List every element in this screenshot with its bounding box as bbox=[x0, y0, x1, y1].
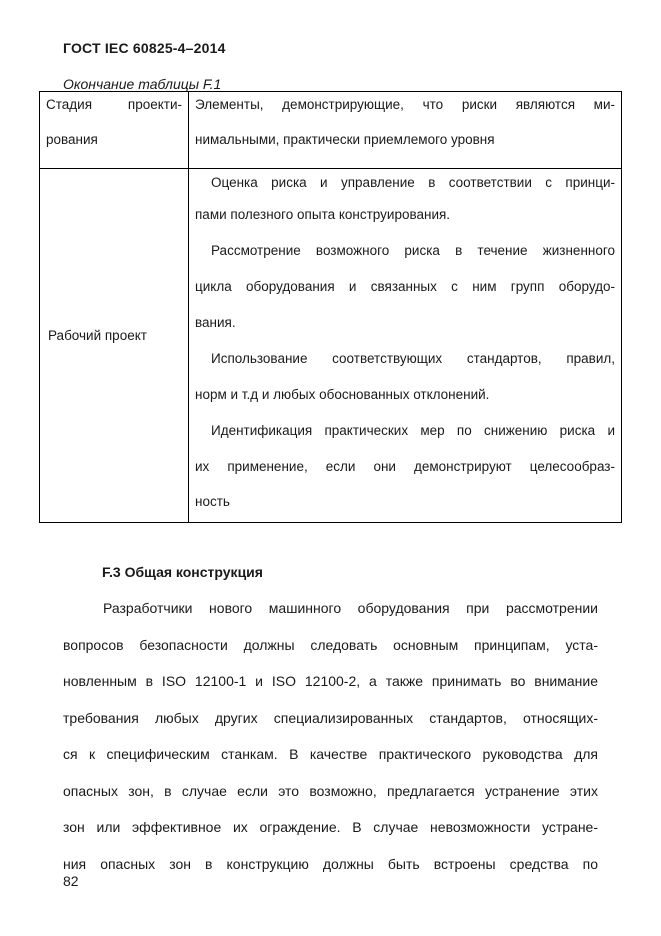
body-line: вопросов безопасности должны следовать основным принципам, уста- bbox=[63, 636, 598, 653]
element-line: пами полезного опыта конструирования. bbox=[195, 207, 451, 222]
element-line: вания. bbox=[195, 315, 236, 330]
element-line: Оценка риска и управление в соответствии с принци- bbox=[211, 175, 615, 190]
element-line: их применение, если они демонстрируют целесообраз- bbox=[195, 459, 615, 474]
header-stage-line-1: Стадия проекти- bbox=[46, 97, 182, 112]
table-header-row bbox=[40, 92, 622, 169]
body-line: зон или эффективное их ограждение. В случае невозможности устране- bbox=[63, 819, 598, 835]
elements-cell bbox=[189, 169, 622, 523]
header-elements-line-1: Элементы, демонстрирующие, что риски являются ми- bbox=[195, 97, 615, 112]
table-f1-continuation bbox=[39, 91, 622, 523]
element-line: цикла оборудования и связанных с ним групп оборудо- bbox=[195, 279, 615, 294]
element-line: Идентификация практических мер по снижению риска и bbox=[211, 423, 615, 438]
table-row-working-project bbox=[40, 169, 622, 523]
element-line: норм и т.д и любых обоснованных отклонений. bbox=[195, 387, 490, 402]
body-line: новленным в ISO 12100-1 и ISO 12100-2, а также принимать во внимание bbox=[63, 673, 598, 689]
section-title: F.3 Общая конструкция bbox=[102, 564, 263, 580]
header-elements-line-2: нимальными, практически приемлемого уровня bbox=[195, 132, 495, 147]
document-header: ГОСТ IEC 60825-4–2014 bbox=[63, 40, 226, 56]
table-caption: Окончание таблицы F.1 bbox=[63, 76, 222, 92]
element-line: ность bbox=[195, 494, 230, 509]
page-number: 82 bbox=[63, 873, 79, 889]
section-body bbox=[63, 590, 598, 882]
header-stage-line-2: рования bbox=[46, 132, 98, 147]
body-line: ния опасных зон в конструкцию должны быть встроены средства по bbox=[63, 855, 598, 872]
body-line: требования любых других специализированных стандартов, относящих- bbox=[63, 709, 598, 726]
body-line: Разработчики нового машинного оборудования при рассмотрении bbox=[103, 600, 598, 616]
header-cell-elements bbox=[189, 92, 622, 169]
body-line: опасных зон, в случае если это возможно, предлагается устранение этих bbox=[63, 782, 598, 799]
stage-working-project: Рабочий проект bbox=[48, 328, 147, 343]
element-line: Рассмотрение возможного риска в течение жизненного bbox=[211, 243, 615, 258]
stage-cell bbox=[40, 169, 189, 523]
body-line: ся к специфическим станкам. В качестве практического руководства для bbox=[63, 746, 598, 762]
header-cell-stage bbox=[40, 92, 189, 169]
element-line: Использование соответствующих стандартов, правил, bbox=[211, 351, 615, 366]
